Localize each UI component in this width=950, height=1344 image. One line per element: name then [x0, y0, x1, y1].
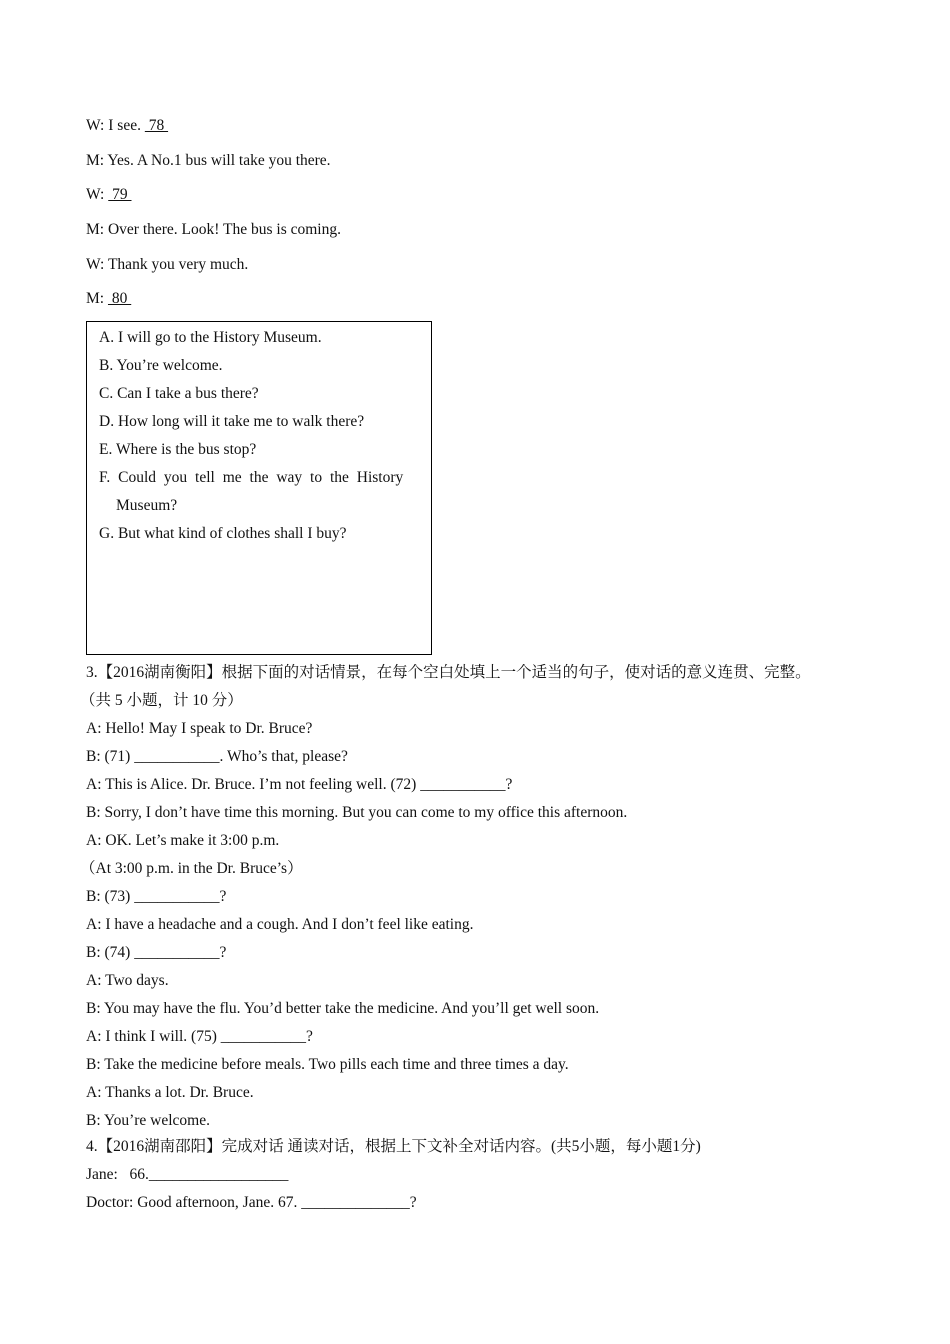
dialogue-line: B: Take the medicine before meals. Two pills each time and three times a day.	[86, 1056, 569, 1073]
option-item: D. How long will it take me to walk there?	[99, 413, 365, 430]
dialogue-line: A: Hello! May I speak to Dr. Bruce?	[86, 720, 313, 737]
dialogue-line: A: I think I will. (75) ___________?	[86, 1028, 313, 1045]
blank-number: 78	[144, 117, 169, 134]
dialogue-line: B: You may have the flu. You’d better take the medicine. And you’ll get well soon.	[86, 1000, 600, 1017]
dialogue-line: A: Two days.	[86, 972, 169, 989]
dialogue-line: A: OK. Let’s make it 3:00 p.m.	[86, 832, 280, 849]
dialogue-text: Yes. A No.1 bus will take you there.	[107, 152, 331, 169]
blank-number: 79	[108, 186, 132, 203]
dialogue-line: A: Thanks a lot. Dr. Bruce.	[86, 1084, 254, 1101]
dialogue-line	[86, 185, 132, 205]
option-item: A. I will go to the History Museum.	[99, 329, 322, 346]
option-item: C. Can I take a bus there?	[99, 385, 259, 402]
question-subtitle: （共 5 小题，计 10 分）	[80, 692, 243, 709]
dialogue-line: A: This is Alice. Dr. Bruce. I’m not feeling well. (72) ___________?	[86, 776, 513, 793]
dialogue-line: A: I have a headache and a cough. And I don’t feel like eating.	[86, 916, 474, 933]
dialogue-line: B: (73) ___________?	[86, 888, 227, 905]
dialogue-line	[86, 289, 131, 309]
speaker-label: M:	[86, 152, 108, 169]
dialogue-line: Doctor: Good afternoon, Jane. 67. ______________?	[86, 1194, 417, 1211]
dialogue-text: Thank you very much.	[107, 256, 249, 273]
dialogue-line: B: Sorry, I don’t have time this morning. But you can come to my office this afternoon.	[86, 804, 628, 821]
dialogue-line	[86, 151, 331, 171]
question-title: 4.【2016湖南邵阳】完成对话 通读对话，根据上下文补全对话内容。(共5小题，每小题1分)	[86, 1138, 701, 1155]
option-item: E. Where is the bus stop?	[99, 441, 257, 458]
speaker-label: W:	[86, 256, 108, 273]
option-item: B. You’re welcome.	[99, 357, 223, 374]
dialogue-line: Jane: 66.__________________	[86, 1166, 289, 1183]
dialogue-line	[86, 220, 341, 240]
options-box	[86, 321, 432, 655]
dialogue-line: B: (71) ___________. Who’s that, please?	[86, 748, 348, 765]
speaker-label: M:	[86, 221, 108, 238]
dialogue-text: I see.	[108, 117, 145, 134]
speaker-label: M:	[86, 290, 108, 307]
speaker-label: W:	[86, 117, 109, 134]
speaker-label: W:	[86, 186, 109, 203]
option-item-continuation: Museum?	[116, 497, 178, 514]
blank-number: 80	[107, 290, 132, 307]
option-item: G. But what kind of clothes shall I buy?	[99, 525, 347, 542]
scene-note: （At 3:00 p.m. in the Dr. Bruce’s）	[80, 860, 303, 877]
dialogue-line: B: (74) ___________?	[86, 944, 227, 961]
dialogue-text: Over there. Look! The bus is coming.	[107, 221, 341, 238]
dialogue-line	[86, 255, 248, 275]
dialogue-line: B: You’re welcome.	[86, 1112, 210, 1129]
option-item: F. Could you tell me the way to the History	[99, 469, 404, 486]
question-title: 3.【2016湖南衡阳】根据下面的对话情景，在每个空白处填上一个适当的句子，使对话的意义连贯、完整。	[86, 664, 811, 681]
dialogue-line	[86, 116, 168, 136]
